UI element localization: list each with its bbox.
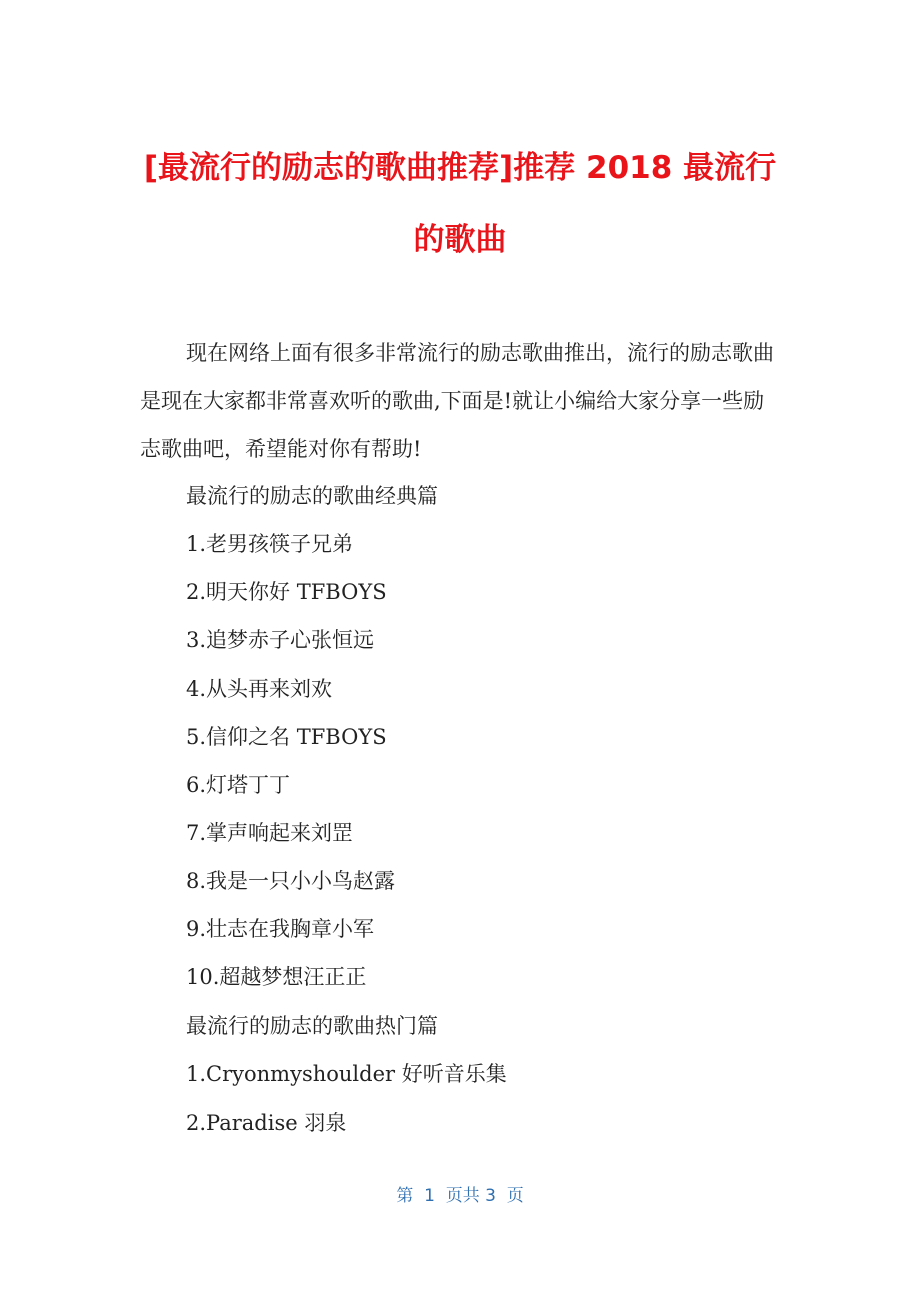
list-item: 2.明天你好 TFBOYS xyxy=(186,580,387,604)
list-item: 4.从头再来刘欢 xyxy=(186,677,333,701)
list-item: 1.老男孩筷子兄弟 xyxy=(186,532,354,556)
document-title-line-2: 的歌曲 xyxy=(413,222,507,258)
list-item: 10.超越梦想汪正正 xyxy=(186,965,367,989)
list-item: 9.壮志在我胸章小军 xyxy=(186,917,375,941)
list-item: 8.我是一只小小鸟赵露 xyxy=(186,869,396,893)
list-item: 5.信仰之名 TFBOYS xyxy=(186,725,387,749)
intro-paragraph xyxy=(140,329,780,473)
list-item: 2.Paradise 羽泉 xyxy=(186,1111,347,1135)
section-heading-hot: 最流行的励志的歌曲热门篇 xyxy=(186,1014,438,1038)
list-item: 1.Cryonmyshoulder 好听音乐集 xyxy=(186,1062,507,1086)
list-item: 7.掌声响起来刘罡 xyxy=(186,821,354,845)
list-item: 6.灯塔丁丁 xyxy=(186,773,291,797)
intro-text: 现在网络上面有很多非常流行的励志歌曲推出，流行的励志歌曲是现在大家都非常喜欢听的歌曲,下面是!就让小编给大家分享一些励志歌曲吧，希望能对你有帮助! xyxy=(140,341,774,461)
document-title-line-1: [最流行的励志的歌曲推荐]推荐 2018 最流行 xyxy=(143,150,777,186)
page-number-footer: 第 1 页共 3 页 xyxy=(396,1186,524,1206)
list-item: 3.追梦赤子心张恒远 xyxy=(186,628,375,652)
section-heading-classic: 最流行的励志的歌曲经典篇 xyxy=(186,484,438,508)
